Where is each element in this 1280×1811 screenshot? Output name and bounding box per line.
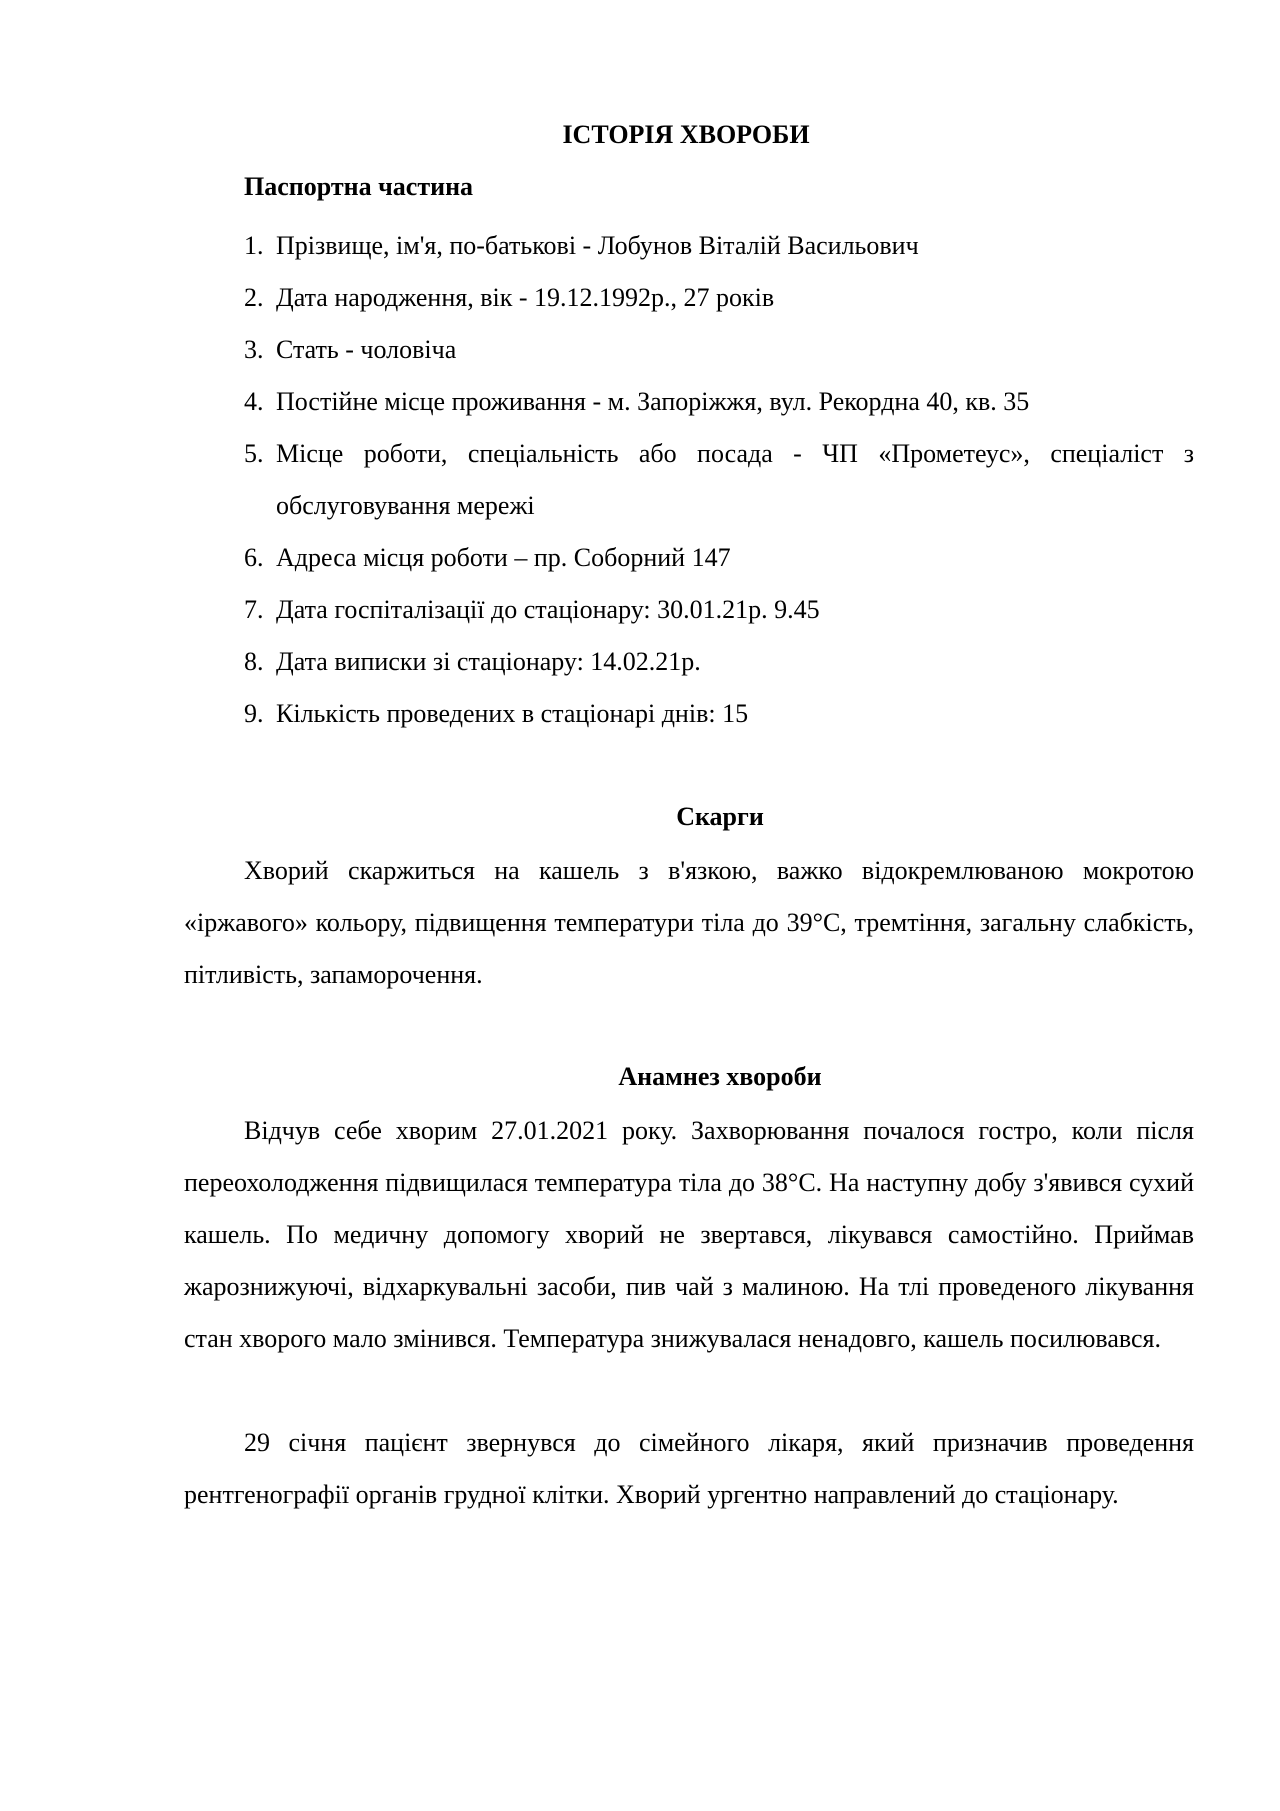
list-item [244,428,1194,532]
list-item-text: Кількість проведених в стаціонарі днів: 15 [276,699,749,728]
list-item-text: Дата народження, вік - 19.12.1992р., 27 років [276,283,775,312]
list-item [244,532,1194,584]
anamnesis-heading: Анамнез хвороби [618,1062,822,1091]
list-item [244,584,1194,636]
list-item-number: 6. [244,543,264,572]
list-item [244,636,1194,688]
passport-heading: Паспортна частина [244,172,474,201]
list-item [244,272,1194,324]
list-item [244,324,1194,376]
list-item [244,220,1194,272]
list-item-text: Стать - чоловіча [276,335,457,364]
list-item-number: 2. [244,283,264,312]
list-item-text: Дата виписки зі стаціонару: 14.02.21р. [276,647,701,676]
list-item-number: 4. [244,387,264,416]
list-item [244,688,1194,740]
document-title: ІСТОРІЯ ХВОРОБИ [562,120,810,149]
list-item-number: 1. [244,231,264,260]
list-item-text: Місце роботи, спеціальність або посада - ЧП «Прометеус», спеціаліст з обслуговування мережі [276,439,1194,520]
list-item-number: 3. [244,335,264,364]
anamnesis-paragraph-2: 29 січня пацієнт звернувся до сімейного лікаря, який призначив проведення рентгенографії органів грудної клітки. Хворий ургентно направлений до стаціонару. [184,1428,1194,1509]
complaints-text: Хворий скаржиться на кашель з в'язкою, важко відокремлюваною мокротою «іржавого» кольору, підвищення температури тіла до 39°С, тремтіння, загальну слабкість, пітливість, запаморочення. [184,856,1194,989]
list-item-number: 7. [244,595,264,624]
list-item-number: 9. [244,699,264,728]
list-item-text: Постійне місце проживання - м. Запоріжжя, вул. Рекордна 40, кв. 35 [276,387,1030,416]
passport-list [244,220,1194,740]
complaints-heading: Скарги [676,802,764,831]
list-item-number: 8. [244,647,264,676]
list-item-number: 5. [244,439,264,468]
list-item-text: Прізвище, ім'я, по-батькові - Лобунов Віталій Васильович [276,231,919,260]
list-item-text: Адреса місця роботи – пр. Соборний 147 [276,543,731,572]
anamnesis-paragraph-1: Відчув себе хворим 27.01.2021 року. Захворювання почалося гостро, коли після переохолодження підвищилася температура тіла до 38°С. На наступну добу з'явився сухий кашель. По медичну допомогу хворий не звертався, лікувався самостійно. Приймав жарознижуючі, відхаркувальні засоби, пив чай з малиною. На тлі проведеного лікування стан хворого мало змінився. Температура знижувалася ненадовго, кашель посилювався. [184,1116,1194,1353]
list-item [244,376,1194,428]
list-item-text: Дата госпіталізації до стаціонару: 30.01.21р. 9.45 [276,595,820,624]
